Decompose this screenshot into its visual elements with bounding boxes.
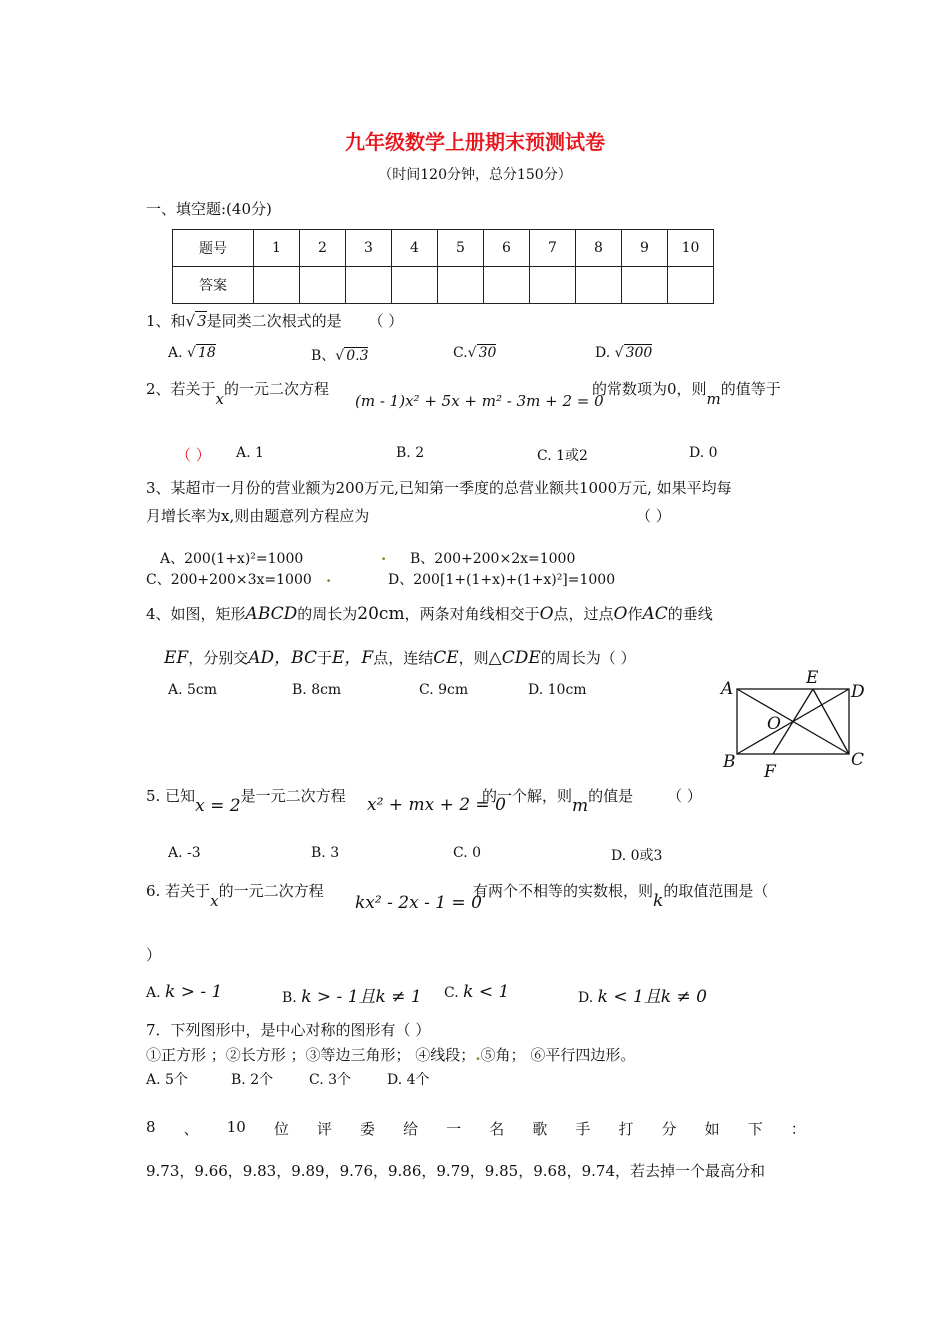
answer-cell[interactable]: [254, 267, 300, 304]
q6-suffix: 有两个不相等的实数根，则k的取值范围是（: [473, 882, 769, 911]
q4-option-a: A. 5cm: [168, 682, 218, 698]
q6-equation: kx² - 2x - 1 = 0: [355, 893, 482, 913]
page-title: 九年级数学上册期末预测试卷: [345, 130, 605, 154]
answer-cell[interactable]: [346, 267, 392, 304]
q7-option-b: B. 2个: [231, 1072, 274, 1088]
q1-paren: （ ）: [368, 312, 404, 330]
q8-line2: 9.73，9.66，9.83，9.89，9.76，9.86，9.79，9.85，9.68，9.74，若去掉一个最高分和: [146, 1162, 765, 1180]
answer-cell[interactable]: [622, 267, 668, 304]
q5-option-b: B. 3: [311, 845, 340, 861]
q2-equation: (m - 1)x² + 5x + m² - 3m + 2 = 0: [355, 392, 604, 410]
q1-option-a: A. √ 18: [168, 345, 216, 361]
table-cell: 10: [668, 230, 714, 267]
q5-equation: x² + mx + 2 = 0: [367, 795, 506, 815]
q7-items: ①正方形 ；②长方形 ；③等边三角形； ④线段；.⑤角； ⑥平行四边形。: [146, 1046, 636, 1064]
q1-radicand: 3: [197, 312, 207, 330]
q1-option-c: C.√ 30: [453, 345, 497, 361]
table-cell: 4: [392, 230, 438, 267]
rectangle-figure: [715, 662, 875, 784]
q3-option-c: C、200+200×3x=1000: [146, 572, 312, 588]
q1-prefix: 1、和: [146, 312, 186, 330]
label-b: B: [723, 752, 736, 772]
q3-option-d: D、200[1+(1+x)+(1+x)²]=1000: [388, 572, 616, 588]
q5-option-a: A. -3: [168, 845, 201, 861]
q5-suffix: 的一个解，则m的值是 （ ）: [482, 787, 702, 816]
table-cell: 答案: [173, 267, 254, 304]
q6-option-b: B. k > - 1且k ≠ 1: [282, 987, 422, 1007]
table-cell: 7: [530, 230, 576, 267]
question-6: 6. 若关于x的一元二次方程: [146, 882, 324, 910]
q7-stem: 7．下列图形中，是中心对称的图形有（ ）: [146, 1021, 431, 1039]
q2-option-a: A. 1: [236, 445, 264, 461]
stray-dot: .: [381, 546, 387, 564]
q6-option-c: C. k < 1: [444, 982, 510, 1002]
answer-cell[interactable]: [668, 267, 714, 304]
q4-line2: EF，分别交AD，BC于E，F点，连结CE，则△CDE的周长为（ ）: [164, 648, 636, 668]
q4-option-d: D. 10cm: [528, 682, 587, 698]
answer-cell[interactable]: [300, 267, 346, 304]
q6-option-a: A. k > - 1: [146, 982, 223, 1002]
q3-paren: （ ）: [636, 507, 671, 525]
table-cell: 2: [300, 230, 346, 267]
answer-cell[interactable]: [576, 267, 622, 304]
q1-option-b: B、√ 0.3: [311, 348, 369, 364]
table-cell: 6: [484, 230, 530, 267]
q6-option-d: D. k < 1且k ≠ 0: [578, 987, 707, 1007]
q4-option-c: C. 9cm: [419, 682, 469, 698]
q2-paren: （ ）: [176, 446, 211, 464]
answer-cell[interactable]: [530, 267, 576, 304]
page-subtitle: （时间120分钟，总分150分）: [378, 167, 572, 183]
q7-option-a: A. 5个: [146, 1072, 188, 1088]
table-cell: 5: [438, 230, 484, 267]
label-c: C: [851, 750, 865, 770]
q4-line1: 4、如图，矩形ABCD的周长为20cm，两条对角线相交于O点，过点O作AC的垂线: [146, 604, 713, 624]
table-row: [173, 267, 714, 304]
table-cell: 1: [254, 230, 300, 267]
q7-option-c: C. 3个: [309, 1072, 352, 1088]
q2-option-d: D. 0: [689, 445, 718, 461]
q1-suffix: 是同类二次根式的是: [206, 312, 342, 330]
q1-option-d: D. √ 300: [595, 345, 653, 361]
label-f: F: [764, 762, 776, 782]
label-o: O: [767, 714, 781, 734]
table-row: [173, 230, 714, 267]
label-a: A: [721, 679, 734, 699]
stray-dot: .: [326, 568, 332, 586]
answer-cell[interactable]: [438, 267, 484, 304]
label-e: E: [806, 668, 819, 688]
table-cell: 3: [346, 230, 392, 267]
q4-option-b: B. 8cm: [292, 682, 342, 698]
question-1: 1、和√ 3是同类二次根式的是 （ ）: [146, 312, 404, 330]
q3-line1: 3、某超市一月份的营业额为200万元,已知第一季度的总营业额共1000万元, 如果平均每: [146, 479, 732, 497]
question-2: 2、若关于x的一元二次方程: [146, 380, 330, 408]
table-cell: 8: [576, 230, 622, 267]
question-5: 5. 已知x = 2是一元二次方程: [146, 787, 346, 816]
table-cell: 题号: [173, 230, 254, 267]
q5-option-c: C. 0: [453, 845, 482, 861]
answer-cell[interactable]: [392, 267, 438, 304]
answer-table: [172, 229, 714, 304]
q2-option-b: B. 2: [396, 445, 425, 461]
label-d: D: [851, 682, 865, 702]
q2-option-c: C. 1或2: [537, 448, 588, 464]
table-cell: 9: [622, 230, 668, 267]
q5-option-d: D. 0或3: [611, 848, 663, 864]
q3-option-b: B、200+200×2x=1000: [410, 551, 576, 567]
q8-line1: 8 、 10 位 评 委 给 一 名 歌 手 打 分 如 下 ：: [146, 1118, 806, 1138]
section-heading: 一、填空题:(40分): [146, 200, 272, 218]
answer-cell[interactable]: [484, 267, 530, 304]
q7-option-d: D. 4个: [387, 1072, 430, 1088]
q3-line2: 月增长率为x,则由题意列方程应为: [146, 507, 370, 525]
q6-close: ）: [146, 946, 162, 964]
q3-option-a: A、200(1+x)²=1000: [160, 551, 304, 567]
q2-suffix: 的常数项为0，则m的值等于: [592, 380, 781, 408]
